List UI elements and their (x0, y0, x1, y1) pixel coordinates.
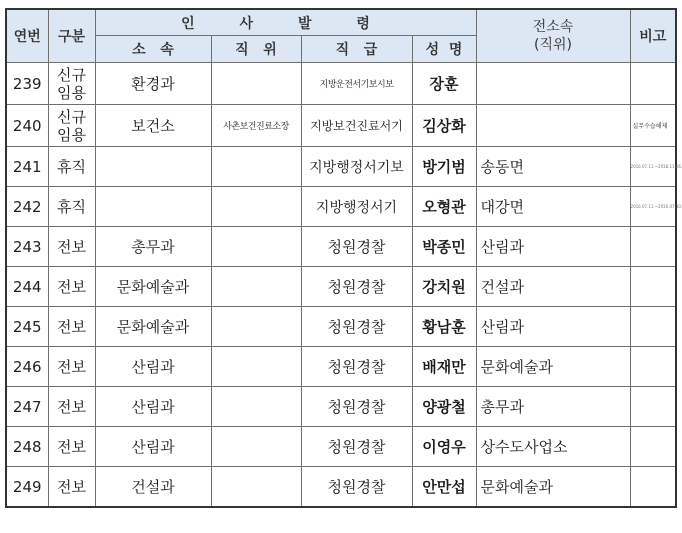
cell-kind: 휴직 (48, 187, 95, 227)
header-no: 연번 (6, 9, 48, 63)
cell-name: 박종민 (412, 227, 476, 267)
table-row (6, 307, 676, 347)
cell-note: 실무수습해제 (630, 105, 676, 147)
cell-note: 2016.07.11.~2018.11.06. (630, 147, 676, 187)
cell-no: 248 (6, 427, 48, 467)
cell-grade: 지방행정서기 (301, 187, 412, 227)
cell-note (630, 347, 676, 387)
cell-dept: 건설과 (95, 467, 211, 508)
cell-previous: 송동면 (476, 147, 630, 187)
table-row (6, 63, 676, 105)
table-row (6, 147, 676, 187)
cell-dept: 보건소 (95, 105, 211, 147)
table-header (6, 9, 676, 63)
cell-name: 김상화 (412, 105, 476, 147)
cell-name: 배재만 (412, 347, 476, 387)
cell-grade: 청원경찰 (301, 347, 412, 387)
cell-grade: 청원경찰 (301, 227, 412, 267)
cell-previous: 산림과 (476, 227, 630, 267)
cell-note: 2016.07.11.~2016.07.30. (630, 187, 676, 227)
header-appointment: 인 사 발 령 (95, 9, 476, 36)
header-grade: 직 급 (301, 36, 412, 63)
header-previous-line2: (직위) (534, 37, 573, 53)
cell-note (630, 227, 676, 267)
cell-no: 249 (6, 467, 48, 508)
cell-previous: 건설과 (476, 267, 630, 307)
cell-name: 방기범 (412, 147, 476, 187)
header-kind: 구분 (48, 9, 95, 63)
cell-no: 240 (6, 105, 48, 147)
cell-kind: 전보 (48, 307, 95, 347)
cell-no: 245 (6, 307, 48, 347)
cell-note (630, 427, 676, 467)
cell-position (211, 307, 301, 347)
cell-name: 강치원 (412, 267, 476, 307)
table-row (6, 347, 676, 387)
header-previous-line1: 전소속 (532, 19, 574, 35)
cell-previous: 산림과 (476, 307, 630, 347)
cell-dept: 총무과 (95, 227, 211, 267)
cell-dept: 산림과 (95, 427, 211, 467)
cell-no: 244 (6, 267, 48, 307)
cell-kind: 전보 (48, 347, 95, 387)
header-dept: 소 속 (95, 36, 211, 63)
cell-no: 243 (6, 227, 48, 267)
table-row (6, 267, 676, 307)
cell-previous (476, 105, 630, 147)
cell-dept: 문화예술과 (95, 307, 211, 347)
cell-previous (476, 63, 630, 105)
cell-note (630, 467, 676, 508)
cell-position (211, 147, 301, 187)
cell-previous: 문화예술과 (476, 467, 630, 508)
cell-grade: 지방운전서기보시보 (301, 63, 412, 105)
cell-grade: 청원경찰 (301, 427, 412, 467)
table-row (6, 467, 676, 508)
cell-position (211, 347, 301, 387)
cell-position: 사촌보건진료소장 (211, 105, 301, 147)
cell-position (211, 63, 301, 105)
cell-name: 오형관 (412, 187, 476, 227)
cell-no: 242 (6, 187, 48, 227)
cell-kind: 전보 (48, 267, 95, 307)
cell-no: 239 (6, 63, 48, 105)
cell-previous: 문화예술과 (476, 347, 630, 387)
cell-grade: 청원경찰 (301, 467, 412, 508)
cell-dept: 환경과 (95, 63, 211, 105)
cell-position (211, 187, 301, 227)
cell-kind: 전보 (48, 427, 95, 467)
cell-position (211, 227, 301, 267)
table-row (6, 427, 676, 467)
table-body (6, 63, 682, 508)
cell-previous: 상수도사업소 (476, 427, 630, 467)
cell-name: 이영우 (412, 427, 476, 467)
cell-name: 황남훈 (412, 307, 476, 347)
cell-name: 양광철 (412, 387, 476, 427)
table-row (6, 387, 676, 427)
header-position: 직 위 (211, 36, 301, 63)
cell-kind: 휴직 (48, 147, 95, 187)
cell-dept: 산림과 (95, 387, 211, 427)
cell-note (630, 63, 676, 105)
cell-position (211, 467, 301, 508)
cell-note (630, 307, 676, 347)
cell-kind: 신규 임용 (48, 63, 95, 105)
cell-dept (95, 147, 211, 187)
cell-grade: 지방보건진료서기 (301, 105, 412, 147)
cell-position (211, 267, 301, 307)
cell-grade: 청원경찰 (301, 387, 412, 427)
cell-grade: 청원경찰 (301, 307, 412, 347)
cell-note (630, 387, 676, 427)
header-previous (476, 9, 630, 63)
cell-kind: 신규 임용 (48, 105, 95, 147)
table-row (6, 227, 676, 267)
cell-dept: 문화예술과 (95, 267, 211, 307)
cell-position (211, 387, 301, 427)
personnel-table (5, 8, 682, 508)
cell-dept: 산림과 (95, 347, 211, 387)
cell-dept (95, 187, 211, 227)
cell-position (211, 427, 301, 467)
cell-no: 247 (6, 387, 48, 427)
table-row (6, 187, 676, 227)
cell-previous: 대강면 (476, 187, 630, 227)
cell-kind: 전보 (48, 387, 95, 427)
cell-name: 장훈 (412, 63, 476, 105)
cell-note (630, 267, 676, 307)
cell-previous: 총무과 (476, 387, 630, 427)
header-note: 비고 (630, 9, 676, 63)
table-row (6, 105, 676, 147)
header-name: 성 명 (412, 36, 476, 63)
cell-no: 241 (6, 147, 48, 187)
cell-no: 246 (6, 347, 48, 387)
cell-grade: 지방행정서기보 (301, 147, 412, 187)
cell-kind: 전보 (48, 227, 95, 267)
cell-kind: 전보 (48, 467, 95, 508)
cell-name: 안만섭 (412, 467, 476, 508)
cell-grade: 청원경찰 (301, 267, 412, 307)
